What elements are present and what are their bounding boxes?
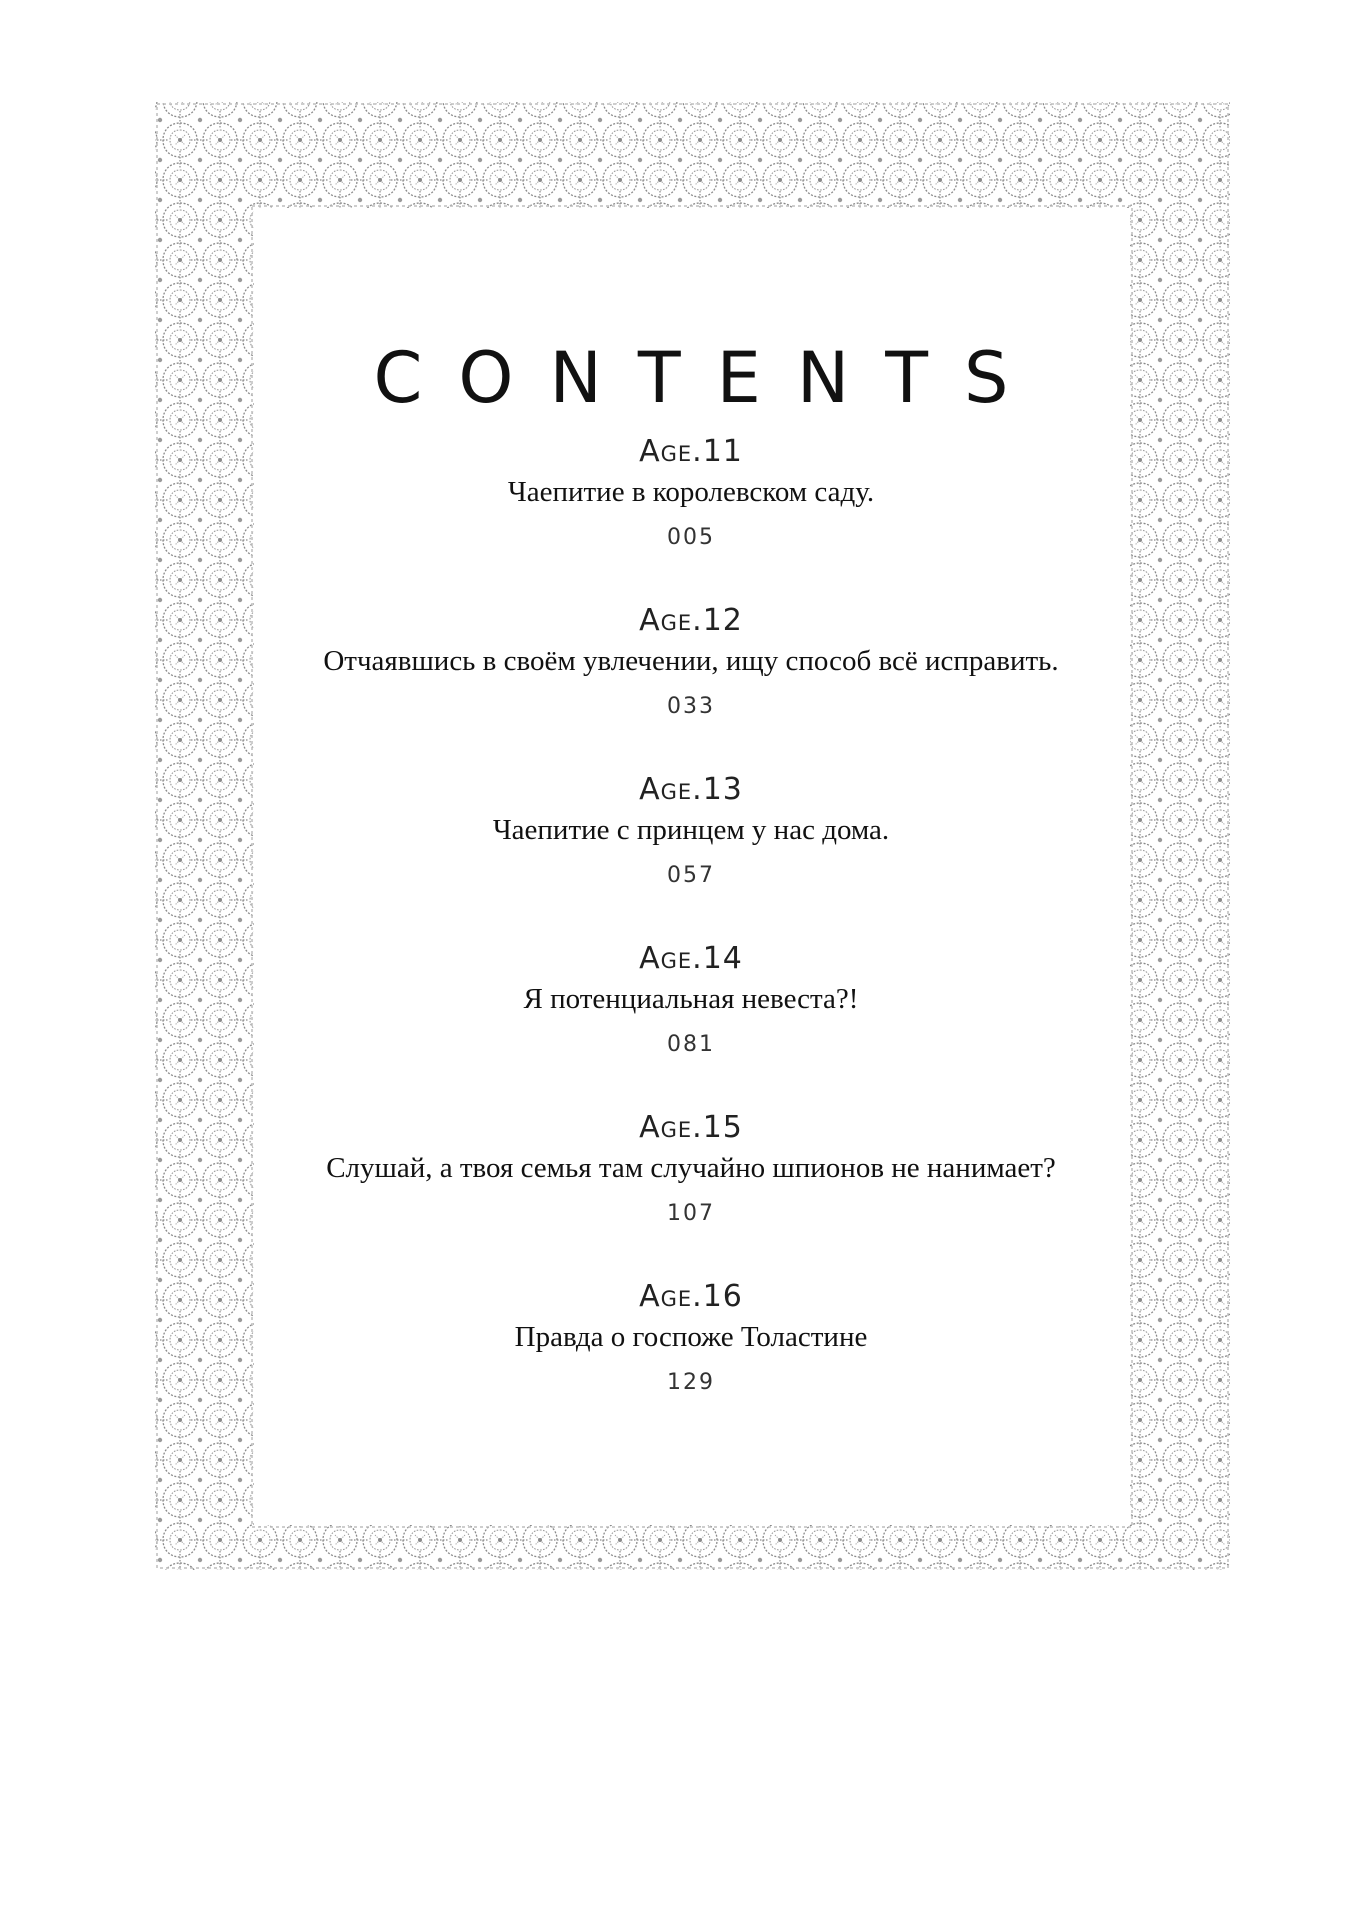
chapter-entry[interactable] (246, 1108, 1136, 1232)
chapter-label: Age.11 (639, 434, 743, 469)
chapter-page-number: 005 (667, 525, 715, 550)
chapter-label: Age.13 (639, 772, 743, 807)
chapter-label: Age.12 (639, 603, 743, 638)
chapter-title: Чаепитие в королевском саду. (507, 476, 875, 508)
chapter-title: Правда о госпоже Толастине (514, 1321, 868, 1353)
chapter-entry[interactable] (246, 1277, 1136, 1401)
chapter-page-number: 129 (667, 1370, 715, 1395)
chapter-title: Я потенциальная невеста?! (523, 983, 859, 1015)
chapter-page-number: 107 (667, 1201, 715, 1226)
chapter-page-number: 081 (667, 1032, 715, 1057)
contents-heading: CONTENTS (373, 337, 1045, 419)
chapter-entry[interactable] (246, 432, 1136, 556)
chapter-title: Чаепитие с принцем у нас дома. (492, 814, 890, 846)
chapter-label: Age.14 (639, 941, 743, 976)
chapter-label: Age.15 (639, 1110, 743, 1145)
chapter-title: Слушай, а твоя семья там случайно шпионов не нанимает? (326, 1152, 1056, 1184)
chapter-entry[interactable] (246, 770, 1136, 894)
chapter-title: Отчаявшись в своём увлечении, ищу способ всё исправить. (323, 645, 1059, 677)
chapter-page-number: 033 (667, 694, 715, 719)
chapter-label: Age.16 (639, 1279, 743, 1314)
chapter-entry[interactable] (246, 939, 1136, 1063)
contents-panel (256, 250, 1126, 1500)
chapter-page-number: 057 (667, 863, 715, 888)
chapter-entry[interactable] (246, 601, 1136, 725)
